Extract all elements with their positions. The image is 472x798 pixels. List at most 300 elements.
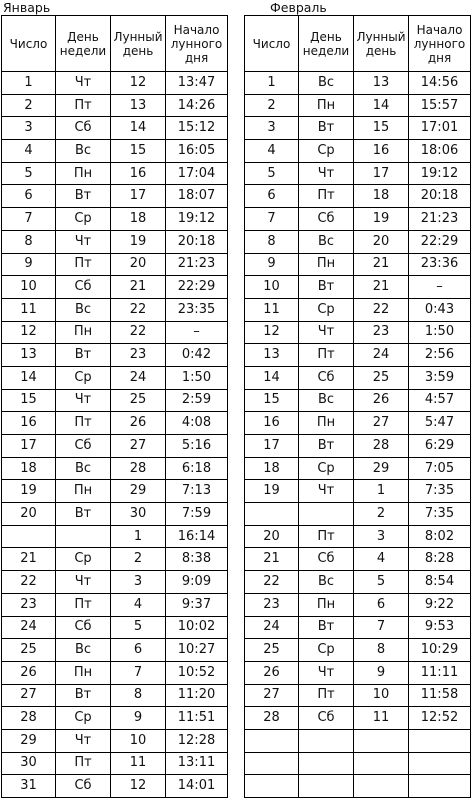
cell-lunar-day: 11 (111, 752, 166, 775)
month-title: Январь (3, 0, 51, 15)
cell-lunar-start: 6:29 (409, 435, 471, 458)
cell-lunar-start: 14:56 (409, 72, 471, 95)
cell-lunar-day: 8 (111, 684, 166, 707)
cell-lunar-day: 23 (354, 321, 409, 344)
cell-day: 19 (2, 480, 56, 503)
cell-weekday: Вт (56, 185, 111, 208)
header-day: Число (2, 16, 56, 72)
cell-lunar-day: 10 (111, 729, 166, 752)
cell-lunar-day: 2 (354, 503, 409, 526)
cell-day: 19 (245, 480, 299, 503)
cell-weekday: Пт (56, 253, 111, 276)
cell-day: 12 (245, 321, 299, 344)
cell-weekday: Ср (299, 298, 354, 321)
cell-lunar-start (409, 775, 471, 798)
header-lunar-day: Лунный день (111, 16, 166, 72)
cell-day: 9 (245, 253, 299, 276)
cell-day: 7 (2, 208, 56, 231)
cell-weekday: Ср (299, 639, 354, 662)
cell-day: 5 (2, 162, 56, 185)
cell-lunar-day: 26 (354, 389, 409, 412)
header-row (2, 16, 228, 72)
cell-lunar-day: 19 (354, 208, 409, 231)
cell-weekday: Чт (299, 480, 354, 503)
cell-lunar-start: 7:35 (409, 503, 471, 526)
cell-weekday: Вс (56, 639, 111, 662)
header-lunar-start: Начало лунного дня (409, 16, 471, 72)
cell-day: 24 (2, 616, 56, 639)
cell-day: 18 (245, 457, 299, 480)
table-row (245, 684, 471, 707)
cell-lunar-day: 16 (354, 140, 409, 163)
cell-lunar-start: 8:38 (166, 548, 228, 571)
table-row (2, 480, 228, 503)
cell-lunar-start: 10:27 (166, 639, 228, 662)
cell-lunar-start: 17:04 (166, 162, 228, 185)
cell-day: 25 (245, 639, 299, 662)
cell-day: 2 (245, 94, 299, 117)
cell-lunar-start: 12:28 (166, 729, 228, 752)
cell-lunar-start: 10:29 (409, 639, 471, 662)
cell-weekday: Пн (56, 321, 111, 344)
cell-day: 12 (2, 321, 56, 344)
header-row (245, 16, 471, 72)
cell-weekday: Ср (299, 140, 354, 163)
header-weekday: День недели (299, 16, 354, 72)
cell-lunar-day: 4 (111, 593, 166, 616)
cell-lunar-day: 24 (354, 344, 409, 367)
cell-lunar-day: 2 (111, 548, 166, 571)
cell-day: 8 (2, 230, 56, 253)
cell-day: 7 (245, 208, 299, 231)
cell-lunar-start: 1:50 (166, 366, 228, 389)
cell-lunar-start: 9:22 (409, 593, 471, 616)
cell-weekday: Сб (56, 435, 111, 458)
table-row (2, 412, 228, 435)
cell-day: 29 (2, 729, 56, 752)
cell-lunar-start: 9:09 (166, 571, 228, 594)
cell-day: 1 (2, 72, 56, 95)
cell-lunar-start: 4:57 (409, 389, 471, 412)
cell-lunar-start: 15:57 (409, 94, 471, 117)
table-row (245, 525, 471, 548)
cell-lunar-day: 22 (354, 298, 409, 321)
table-row (2, 94, 228, 117)
cell-lunar-start: 18:06 (409, 140, 471, 163)
cell-weekday: Чт (299, 162, 354, 185)
cell-day: 13 (245, 344, 299, 367)
cell-lunar-day: 23 (111, 344, 166, 367)
cell-day: 27 (245, 684, 299, 707)
cell-lunar-start: 7:05 (409, 457, 471, 480)
cell-lunar-day: 12 (111, 72, 166, 95)
cell-lunar-start: 21:23 (166, 253, 228, 276)
cell-weekday: Пт (56, 412, 111, 435)
cell-weekday: Пн (56, 661, 111, 684)
cell-lunar-start: 0:42 (166, 344, 228, 367)
cell-day: 16 (2, 412, 56, 435)
table-row (245, 276, 471, 299)
cell-day: 13 (2, 344, 56, 367)
cell-lunar-start: 8:54 (409, 571, 471, 594)
table-row (2, 208, 228, 231)
cell-lunar-start: 14:01 (166, 775, 228, 798)
cell-weekday: Пт (56, 593, 111, 616)
cell-day: 15 (245, 389, 299, 412)
cell-day: 3 (2, 117, 56, 140)
cell-day: 11 (245, 298, 299, 321)
table-row (2, 185, 228, 208)
cell-lunar-start: 23:36 (409, 253, 471, 276)
cell-lunar-day: 12 (111, 775, 166, 798)
table-row (2, 117, 228, 140)
cell-lunar-start: 5:47 (409, 412, 471, 435)
cell-lunar-day: 15 (354, 117, 409, 140)
cell-lunar-day: 28 (354, 435, 409, 458)
cell-day: 17 (245, 435, 299, 458)
table-row (245, 298, 471, 321)
cell-lunar-start: 3:59 (409, 366, 471, 389)
cell-weekday: Вс (56, 298, 111, 321)
cell-lunar-day: 22 (111, 321, 166, 344)
cell-weekday (299, 729, 354, 752)
cell-lunar-start: 13:47 (166, 72, 228, 95)
cell-lunar-day: 9 (354, 661, 409, 684)
cell-day (245, 752, 299, 775)
table-row (245, 344, 471, 367)
cell-day: 30 (2, 752, 56, 775)
cell-weekday: Вт (299, 117, 354, 140)
table-row (2, 298, 228, 321)
cell-lunar-day: 1 (111, 525, 166, 548)
cell-weekday: Чт (56, 389, 111, 412)
cell-lunar-day: 8 (354, 639, 409, 662)
cell-day: 5 (245, 162, 299, 185)
cell-lunar-day (354, 752, 409, 775)
cell-weekday: Вс (299, 230, 354, 253)
table-body (2, 72, 228, 798)
table-row (2, 729, 228, 752)
table-row (245, 435, 471, 458)
cell-lunar-day: 14 (111, 117, 166, 140)
cell-weekday: Пт (299, 185, 354, 208)
table-row (2, 140, 228, 163)
cell-lunar-day: 1 (354, 480, 409, 503)
cell-lunar-day: 18 (111, 208, 166, 231)
cell-lunar-day: 6 (354, 593, 409, 616)
cell-lunar-day: 5 (111, 616, 166, 639)
cell-lunar-start: 2:56 (409, 344, 471, 367)
cell-day: 10 (2, 276, 56, 299)
month-january (1, 0, 227, 798)
cell-lunar-start: 11:20 (166, 684, 228, 707)
table-row (2, 457, 228, 480)
header-lunar-day: Лунный день (354, 16, 409, 72)
table-row (2, 593, 228, 616)
cell-lunar-start: 9:37 (166, 593, 228, 616)
cell-weekday: Пт (56, 752, 111, 775)
cell-lunar-start: 11:51 (166, 707, 228, 730)
table-row (2, 684, 228, 707)
cell-lunar-day: 28 (111, 457, 166, 480)
table-row (245, 593, 471, 616)
cell-lunar-start: 16:05 (166, 140, 228, 163)
cell-day: 24 (245, 616, 299, 639)
cell-lunar-day: 6 (111, 639, 166, 662)
cell-weekday (299, 775, 354, 798)
cell-lunar-day: 26 (111, 412, 166, 435)
cell-lunar-start (409, 752, 471, 775)
cell-weekday: Чт (56, 230, 111, 253)
cell-weekday: Вт (299, 616, 354, 639)
cell-day: 26 (245, 661, 299, 684)
lunar-calendar-table (244, 15, 471, 798)
table-row (245, 752, 471, 775)
table-row (2, 525, 228, 548)
cell-lunar-day: 25 (354, 366, 409, 389)
cell-day: 2 (2, 94, 56, 117)
cell-lunar-start: 20:18 (409, 185, 471, 208)
table-row (245, 389, 471, 412)
table-row (2, 162, 228, 185)
cell-day: 8 (245, 230, 299, 253)
cell-lunar-day: 29 (111, 480, 166, 503)
table-row (245, 457, 471, 480)
cell-day: 28 (2, 707, 56, 730)
table-row (2, 366, 228, 389)
month-title: Февраль (270, 0, 327, 15)
cell-lunar-start: 9:53 (409, 616, 471, 639)
cell-lunar-day: 18 (354, 185, 409, 208)
cell-lunar-day: 21 (354, 276, 409, 299)
cell-weekday: Чт (299, 661, 354, 684)
cell-lunar-day: 17 (354, 162, 409, 185)
cell-weekday: Вт (56, 344, 111, 367)
cell-weekday: Вт (56, 503, 111, 526)
table-row (245, 140, 471, 163)
cell-day: 6 (2, 185, 56, 208)
cell-weekday: Сб (299, 366, 354, 389)
cell-day: 4 (2, 140, 56, 163)
cell-lunar-start: 15:12 (166, 117, 228, 140)
table-row (2, 503, 228, 526)
cell-day: 14 (2, 366, 56, 389)
cell-weekday: Сб (56, 775, 111, 798)
cell-day: 6 (245, 185, 299, 208)
header-weekday: День недели (56, 16, 111, 72)
cell-weekday: Вт (56, 684, 111, 707)
cell-lunar-start: 7:59 (166, 503, 228, 526)
cell-lunar-day: 27 (354, 412, 409, 435)
cell-weekday: Сб (56, 616, 111, 639)
cell-weekday: Пн (299, 94, 354, 117)
table-row (2, 752, 228, 775)
cell-lunar-day (354, 729, 409, 752)
cell-lunar-day (354, 775, 409, 798)
cell-lunar-day: 16 (111, 162, 166, 185)
table-row (2, 389, 228, 412)
cell-weekday: Пн (299, 253, 354, 276)
cell-lunar-day: 7 (354, 616, 409, 639)
table-row (245, 548, 471, 571)
table-row (245, 503, 471, 526)
table-row (245, 412, 471, 435)
cell-lunar-start: 14:26 (166, 94, 228, 117)
cell-lunar-start: 11:11 (409, 661, 471, 684)
table-row (245, 117, 471, 140)
cell-lunar-day: 13 (354, 72, 409, 95)
cell-day: 15 (2, 389, 56, 412)
table-row (245, 571, 471, 594)
cell-lunar-start: 10:02 (166, 616, 228, 639)
lunar-calendar-table (1, 15, 228, 798)
table-row (2, 276, 228, 299)
table-row (2, 639, 228, 662)
cell-weekday: Пн (299, 593, 354, 616)
cell-lunar-start: 11:58 (409, 684, 471, 707)
cell-weekday: Вт (299, 435, 354, 458)
cell-lunar-start: 5:16 (166, 435, 228, 458)
cell-lunar-day: 10 (354, 684, 409, 707)
header-day: Число (245, 16, 299, 72)
cell-lunar-start: 18:07 (166, 185, 228, 208)
cell-lunar-start: 12:52 (409, 707, 471, 730)
cell-lunar-start: – (166, 321, 228, 344)
cell-lunar-start: 13:11 (166, 752, 228, 775)
cell-weekday: Чт (56, 72, 111, 95)
cell-day: 31 (2, 775, 56, 798)
cell-lunar-day: 11 (354, 707, 409, 730)
cell-weekday: Чт (56, 729, 111, 752)
cell-day: 17 (2, 435, 56, 458)
cell-day: 18 (2, 457, 56, 480)
cell-day: 20 (2, 503, 56, 526)
cell-lunar-day: 27 (111, 435, 166, 458)
cell-day: 22 (2, 571, 56, 594)
table-row (2, 435, 228, 458)
cell-weekday (299, 752, 354, 775)
table-row (2, 616, 228, 639)
table-row (2, 321, 228, 344)
cell-lunar-start: 8:02 (409, 525, 471, 548)
cell-lunar-start: – (409, 276, 471, 299)
cell-lunar-day: 20 (111, 253, 166, 276)
cell-lunar-day: 5 (354, 571, 409, 594)
table-row (2, 72, 228, 95)
table-row (245, 162, 471, 185)
table-row (245, 321, 471, 344)
cell-weekday: Пт (299, 684, 354, 707)
cell-lunar-start: 8:28 (409, 548, 471, 571)
cell-day (245, 729, 299, 752)
cell-day: 23 (245, 593, 299, 616)
cell-weekday: Сб (56, 117, 111, 140)
cell-weekday: Пт (299, 344, 354, 367)
table-row (2, 253, 228, 276)
cell-lunar-start: 7:35 (409, 480, 471, 503)
cell-weekday: Ср (56, 707, 111, 730)
cell-weekday: Вт (299, 276, 354, 299)
table-row (245, 707, 471, 730)
cell-day: 28 (245, 707, 299, 730)
cell-lunar-day: 30 (111, 503, 166, 526)
month-february (244, 0, 470, 798)
cell-lunar-day: 24 (111, 366, 166, 389)
cell-lunar-day: 22 (111, 298, 166, 321)
cell-lunar-start (409, 729, 471, 752)
cell-day (245, 503, 299, 526)
cell-weekday: Вс (299, 389, 354, 412)
cell-day: 11 (2, 298, 56, 321)
cell-weekday: Сб (299, 707, 354, 730)
cell-day: 22 (245, 571, 299, 594)
cell-lunar-start: 1:50 (409, 321, 471, 344)
cell-weekday: Ср (299, 457, 354, 480)
cell-lunar-start: 6:18 (166, 457, 228, 480)
table-row (245, 253, 471, 276)
cell-lunar-start: 21:23 (409, 208, 471, 231)
cell-weekday: Чт (299, 321, 354, 344)
cell-day (245, 775, 299, 798)
cell-lunar-start: 22:29 (166, 276, 228, 299)
cell-weekday: Вс (56, 457, 111, 480)
table-row (245, 616, 471, 639)
table-row (245, 185, 471, 208)
cell-lunar-start: 4:08 (166, 412, 228, 435)
cell-lunar-day: 3 (111, 571, 166, 594)
cell-weekday: Пт (299, 525, 354, 548)
cell-day: 26 (2, 661, 56, 684)
cell-weekday: Пт (56, 94, 111, 117)
cell-weekday: Вс (299, 571, 354, 594)
cell-lunar-day: 13 (111, 94, 166, 117)
cell-day: 1 (245, 72, 299, 95)
table-row (245, 230, 471, 253)
table-row (2, 548, 228, 571)
cell-lunar-day: 20 (354, 230, 409, 253)
cell-lunar-start: 16:14 (166, 525, 228, 548)
table-row (2, 661, 228, 684)
table-row (245, 775, 471, 798)
cell-weekday: Чт (56, 571, 111, 594)
table-body (245, 72, 471, 798)
cell-day: 23 (2, 593, 56, 616)
cell-day: 14 (245, 366, 299, 389)
cell-lunar-start: 10:52 (166, 661, 228, 684)
table-row (2, 707, 228, 730)
table-row (245, 480, 471, 503)
cell-lunar-day: 4 (354, 548, 409, 571)
cell-day: 25 (2, 639, 56, 662)
cell-lunar-day: 7 (111, 661, 166, 684)
cell-weekday: Вс (299, 72, 354, 95)
cell-lunar-day: 21 (111, 276, 166, 299)
cell-weekday: Ср (56, 366, 111, 389)
cell-lunar-day: 21 (354, 253, 409, 276)
cell-lunar-start: 2:59 (166, 389, 228, 412)
table-row (2, 344, 228, 367)
cell-lunar-start: 19:12 (166, 208, 228, 231)
cell-weekday: Пн (299, 412, 354, 435)
cell-lunar-day: 9 (111, 707, 166, 730)
cell-lunar-day: 29 (354, 457, 409, 480)
table-row (245, 366, 471, 389)
cell-weekday: Вс (56, 140, 111, 163)
header-lunar-start: Начало лунного дня (166, 16, 228, 72)
cell-day: 10 (245, 276, 299, 299)
table-row (245, 729, 471, 752)
cell-lunar-start: 23:35 (166, 298, 228, 321)
